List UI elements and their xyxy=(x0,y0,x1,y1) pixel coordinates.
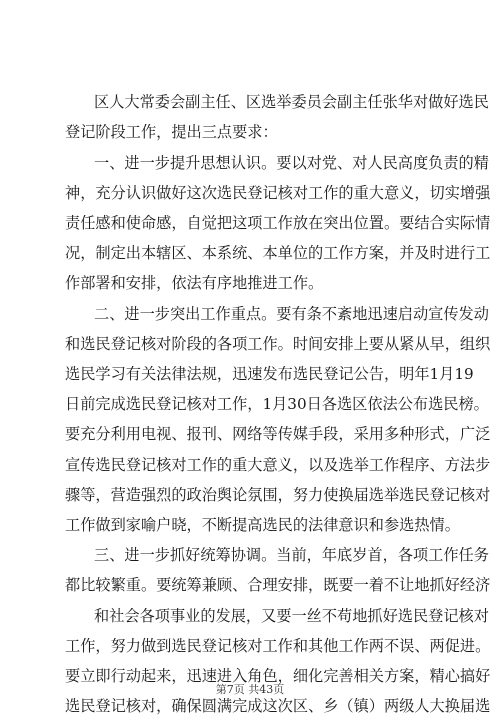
text-line: 和社会各项事业的发展，又要一丝不苟地抓好选民登记核对 xyxy=(94,607,489,625)
text-line: 责任感和使命感，自觉把这项工作放在突出位置。要结合实际情 xyxy=(65,214,491,232)
text-line: 工作，努力做到选民登记核对工作和其他工作两不误、两促进。 xyxy=(65,637,491,655)
page-number-footer: 第7页 共43页 xyxy=(215,683,285,696)
text-line: 登记阶段工作，提出三点要求： xyxy=(65,123,278,141)
text-line: 神，充分认识做好这次选民登记核对工作的重大意义，切实增强 xyxy=(65,184,491,202)
text-line: 区人大常委会副主任、区选举委员会副主任张华对做好选民 xyxy=(94,93,489,111)
text-line: 和选民登记核对阶段的各项工作。时间安排上要从紧从早，组织 xyxy=(65,335,491,353)
text-line: 工作做到家喻户晓，不断提高选民的法律意识和参选热情。 xyxy=(65,516,460,534)
text-line: 宣传选民登记核对工作的重大意义，以及选举工作程序、方法步 xyxy=(65,456,491,474)
text-line: 作部署和安排，依法有序地推进工作。 xyxy=(65,274,324,292)
text-line: 选民登记核对，确保圆满完成这次区、乡（镇）两级人大换届选 xyxy=(65,697,491,715)
text-line: 三、进一步抓好统筹协调。当前，年底岁首，各项工作任务 xyxy=(94,546,489,564)
text-line: 都比较繁重。要统筹兼顾、合理安排，既要一着不让地抓好经济 xyxy=(65,576,491,594)
text-line: 选民学习有关法律法规，迅速发布选民登记公告，明年1月19 xyxy=(65,365,474,383)
text-line: 日前完成选民登记核对工作，1月30日各选区依法公布选民榜。 xyxy=(65,395,489,413)
text-line: 要立即行动起来，迅速进入角色，细化完善相关方案，精心搞好 xyxy=(65,667,491,685)
text-line: 况，制定出本辖区、本系统、本单位的工作方案，并及时进行工 xyxy=(65,244,491,262)
text-line: 骤等，营造强烈的政治舆论氛围，努力使换届选举选民登记核对 xyxy=(65,486,491,504)
text-line: 要充分利用电视、报刊、网络等传媒手段，采用多种形式，广泛 xyxy=(65,425,491,443)
text-line: 二、进一步突出工作重点。要有条不紊地迅速启动宣传发动 xyxy=(94,305,489,323)
text-line: 一、进一步提升思想认识。要以对党、对人民高度负责的精 xyxy=(94,154,489,172)
